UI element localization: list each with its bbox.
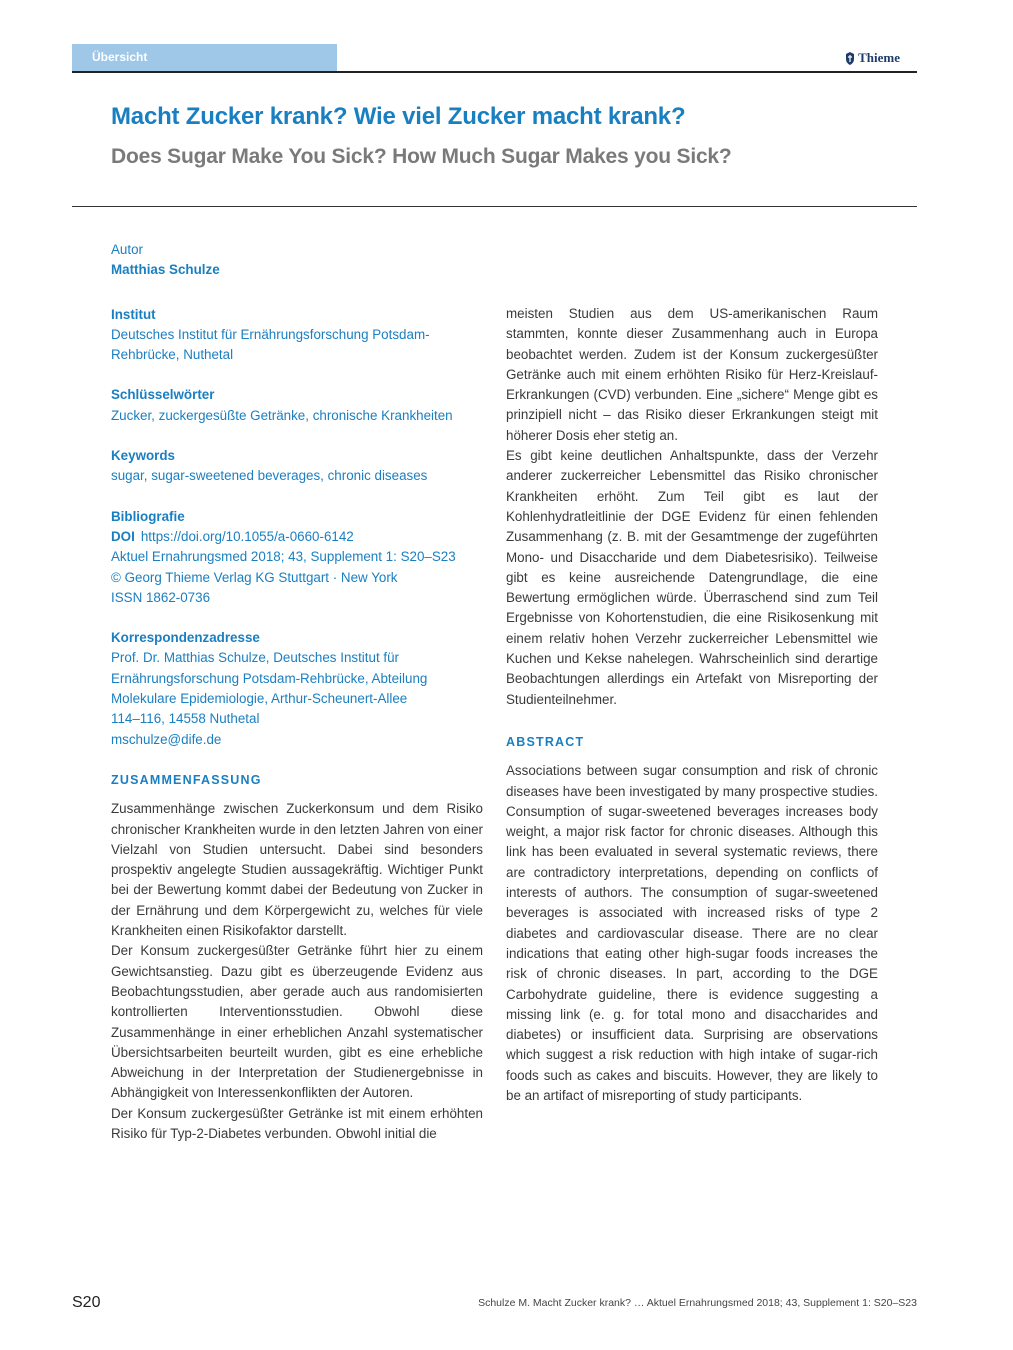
doi-link[interactable]: https://doi.org/10.1055/a-0660-6142 [140,528,354,544]
page-number: S20 [72,1294,101,1311]
abstract-heading: ABSTRACT [506,734,585,749]
doi-label: DOI [111,528,135,544]
header-rule [72,71,917,73]
summary-paragraph: Zusammenhänge zwischen Zuckerkonsum und dem Risiko chronischer Krankheiten wurde in den letzten Jahren von einer Vielzahl von Studien untersucht. Dabei sind besonders prospektiv angelegte Studien aussagekräftig. Wichtiger Punkt bei der Bewertung kommt dabei der Bedeutung von Zucker in der Ernährung und dem Körpergewicht zu, welches für viele Krankheiten einen Risikofaktor darstellt. [111,801,483,939]
author-block [111,240,483,281]
title-english: Does Sugar Make You Sick? How Much Sugar Makes you Sick? [111,145,732,168]
correspondence-line: 114–116, 14558 Nuthetal [111,711,260,727]
keywords-en-label: Keywords [111,448,175,464]
right-column [506,304,878,1106]
copyright-line: © Georg Thieme Verlag KG Stuttgart · New York [111,569,398,585]
abstract-text: Associations between sugar consumption and risk of chronic diseases have been investigated by many prospective studies. Consumption of sugar-sweetened beverages increases body weight, a major risk factor for chronic diseases. Although this link has been evaluated in several systematic reviews, there are contradictory interpretations, depending on conflicts of interests of authors. The consumption of sugar-sweetened beverages is associated with increased risks of type 2 diabetes and cardiovascular disease. There are no clear indications that eating other high-sugar foods increases the risk of chronic diseases. In part, according to the DGE Carbohydrate guideline, there is evidence suggesting a missing link (e. g. for total mono and disaccharides and diabetes) or insufficient data. Surprising are observations which suggest a risk reduction with high intake of sugar-rich foods such as cakes and biscuits. However, they are likely to be an artifact of misreporting of study participants. [506,763,878,1103]
title-rule [72,206,917,207]
correspondence-line: Prof. Dr. Matthias Schulze, Deutsches Institut für [111,650,400,666]
keywords-en: sugar, sugar-sweetened beverages, chronic diseases [111,468,428,484]
issn-line: ISSN 1862-0736 [111,589,211,605]
section-label: Übersicht [92,50,148,64]
citation-line: Aktuel Ernahrungsmed 2018; 43, Supplement 1: S20–S23 [111,549,456,565]
summary-paragraph-continued: meisten Studien aus dem US-amerikanischen Raum stammten, konnte dieser Zusammenhang auch in Europa beobachtet werden. Zudem ist der Konsum zuckergesüßter Getränke auch mit einem erhöhten Risiko für Herz-Kreislauf-Erkrankungen (CVD) verbunden. Eine „sichere“ Menge gibt es prinzipiell nicht – das Risiko dieser Erkrankungen steigt mit höherer Dosis eher stetig an. [506,306,878,443]
doi-line [111,527,483,547]
summary-paragraph: Der Konsum zuckergesüßter Getränke führt hier zu einem Gewichtsanstieg. Dazu gibt es überzeugende Evidenz aus Beobachtungsstudien, aber gerade auch aus randomisierten kontrollierten Interventionsstudien. Obwohl diese Zusammenhänge in einer erheblichen Anzahl systematischer Übersichtsarbeiten beurteilt wurden, gibt es eine erhebliche Abweichung in der Interpretation der Studienergebnisse in Abhängigkeit von Interessenkonflikten der Autoren. [111,943,483,1101]
author-label: Autor [111,242,144,257]
institute-block [111,305,483,366]
footer-citation: Schulze M. Macht Zucker krank? … Aktuel Ernahrungsmed 2018; 43, Supplement 1: S20–S23 [478,1297,917,1309]
thieme-crest-icon [845,52,855,65]
left-column [111,240,483,1144]
author-name: Matthias Schulze [111,262,220,278]
bibliography-label: Bibliografie [111,508,185,524]
correspondence-line: Molekulare Epidemiologie, Arthur-Scheunert-Allee [111,691,408,707]
correspondence-line: Ernährungsforschung Potsdam-Rehbrücke, Abteilung [111,670,428,686]
correspondence-label: Korrespondenzadresse [111,630,260,646]
keywords-de: Zucker, zuckergesüßte Getränke, chronische Krankheiten [111,407,453,423]
keywords-de-block [111,385,483,426]
publisher-name: Thieme [858,50,900,65]
keywords-de-label: Schlüsselwörter [111,387,215,403]
institute-line: Rehbrücke, Nuthetal [111,347,234,363]
summary-paragraph: Der Konsum zuckergesüßter Getränke ist mit einem erhöhten Risiko für Typ-2-Diabetes verbunden. Obwohl initial die [111,1105,483,1141]
zusammenfassung-heading: ZUSAMMENFASSUNG [111,772,262,787]
summary-paragraph-continued: Es gibt keine deutlichen Anhaltspunkte, dass der Verzehr anderer zuckerreicher Lebensmittel das Risiko chronischer Krankheiten erhöht. Zum Teil gibt es laut der Kohlenhydratleitlinie der DGE Evidenz für einen fehlenden Zusammenhang (z. B. mit der Gesamtmenge der zugeführten Mono- und Disaccharide und dem Diabetesrisiko). Teilweise gibt es keine ausreichende Datengrundlage, die eine Bewertung ermöglichen würde. Überraschend sind zum Teil Ergebnisse von Kohortenstudien, die eine Risikosenkung mit einem relativ hohen Verzehr zuckerreicher Lebensmittel wie Kuchen und Kekse nahelegen. Wahrscheinlich sind derartige Beobachtungen allerdings ein Artefakt von Misreporting der Studienteilnehmer. [506,448,878,707]
bibliography-block [111,507,483,608]
institute-line: Deutsches Institut für Ernährungsforschung Potsdam- [111,326,430,342]
publisher-logo [845,50,900,66]
keywords-en-block [111,446,483,487]
institute-label: Institut [111,306,156,322]
correspondence-block [111,628,483,750]
correspondence-email[interactable]: mschulze@dife.de [111,731,222,747]
title-german: Macht Zucker krank? Wie viel Zucker macht krank? [111,103,686,130]
